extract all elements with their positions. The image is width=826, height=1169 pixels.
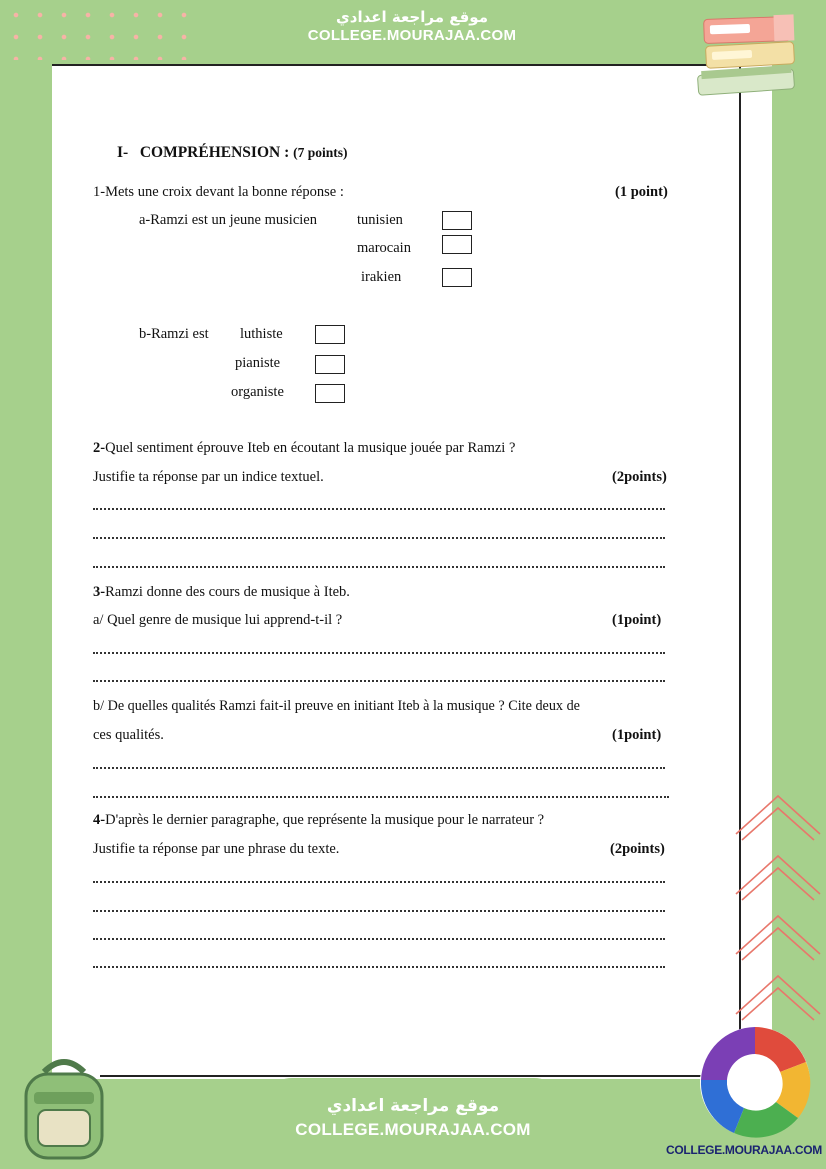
- q2-points: (2points): [612, 469, 667, 485]
- q2-prompt: [93, 440, 515, 457]
- q1-a-checkbox-irakien[interactable]: [442, 268, 472, 287]
- q1-a-checkbox-tunisien[interactable]: [442, 211, 472, 230]
- q2-sub: Justifie ta réponse par un indice textuel.: [93, 469, 324, 485]
- q2-number: 2-: [93, 440, 106, 456]
- q3-b-prompt-line1: b/ De quelles qualités Ramzi fait-il preuve en initiant Iteb à la musique ? Cite deux de: [93, 698, 580, 714]
- section-title: [117, 144, 348, 162]
- footer-banner: [260, 1078, 566, 1169]
- q1-b-checkbox-pianiste[interactable]: [315, 355, 345, 374]
- footer-site-name: موقع مراجعة اعدادي: [326, 1096, 500, 1116]
- header-site-url[interactable]: COLLEGE.MOURAJAA.COM: [307, 27, 517, 44]
- q1-points: (1 point): [615, 184, 668, 200]
- answer-line[interactable]: [93, 881, 665, 883]
- q3-prompt-text: Ramzi donne des cours de musique à Iteb.: [105, 584, 350, 600]
- q1-b-checkbox-organiste[interactable]: [315, 384, 345, 403]
- answer-line[interactable]: [93, 796, 669, 798]
- chevron-up-decoration-icon: [732, 790, 822, 1030]
- answer-line[interactable]: [93, 938, 665, 940]
- q4-number: 4-: [93, 812, 106, 828]
- footer-site-url[interactable]: COLLEGE.MOURAJAA.COM: [295, 1120, 531, 1139]
- q1-a-checkbox-marocain[interactable]: [442, 235, 472, 254]
- q1-prompt: 1-Mets une croix devant la bonne réponse :: [93, 184, 344, 200]
- q1-b-label: b-Ramzi est: [139, 326, 209, 342]
- books-stack-icon: [692, 10, 804, 98]
- answer-line[interactable]: [93, 680, 665, 682]
- answer-line[interactable]: [93, 537, 665, 539]
- q4-prompt-text: D'après le dernier paragraphe, que représente la musique pour le narrateur ?: [105, 812, 545, 828]
- answer-line[interactable]: [93, 966, 665, 968]
- answer-line[interactable]: [93, 508, 665, 510]
- frame-border-top: [52, 64, 740, 66]
- q1-b-option-luthiste: luthiste: [240, 326, 283, 342]
- q3-a-points: (1point): [612, 612, 662, 628]
- frame-border-bottom: [100, 1075, 740, 1077]
- header-banner: [262, 0, 562, 60]
- section-prefix: I-: [117, 144, 129, 161]
- q4-sub: Justifie ta réponse par une phrase du texte.: [93, 841, 340, 857]
- q1-b-option-pianiste: pianiste: [235, 355, 281, 371]
- q1-a-option-marocain: marocain: [357, 240, 411, 256]
- section-points: (7 points): [293, 145, 348, 160]
- logo-site-url[interactable]: COLLEGE.MOURAJAA.COM: [666, 1143, 823, 1157]
- section-title-text: COMPRÉHENSION :: [139, 144, 290, 161]
- answer-line[interactable]: [93, 566, 665, 568]
- q1-a-option-irakien: irakien: [361, 269, 402, 285]
- header-site-name: موقع مراجعة اعدادي: [336, 8, 488, 26]
- q4-points: (2points): [610, 841, 665, 857]
- q3-number: 3-: [93, 584, 106, 600]
- q1-b-checkbox-luthiste[interactable]: [315, 325, 345, 344]
- answer-line[interactable]: [93, 910, 665, 912]
- backpack-icon: [14, 1052, 114, 1162]
- q1-a-option-tunisien: tunisien: [357, 212, 403, 228]
- q2-prompt-text: Quel sentiment éprouve Iteb en écoutant la musique jouée par Ramzi ?: [105, 440, 516, 456]
- answer-line[interactable]: [93, 652, 665, 654]
- decorative-dots: [0, 0, 205, 60]
- subjects-wheel-logo-icon: [694, 1022, 816, 1140]
- q3-a-prompt: a/ Quel genre de musique lui apprend-t-il ?: [93, 612, 343, 628]
- q3-prompt: [93, 584, 350, 601]
- q1-b-option-organiste: organiste: [231, 384, 284, 400]
- q3-b-prompt-line2: ces qualités.: [93, 727, 164, 743]
- q4-prompt: [93, 812, 544, 829]
- q1-a-label: a-Ramzi est un jeune musicien: [139, 212, 317, 228]
- answer-line[interactable]: [93, 767, 665, 769]
- q3-b-points: (1point): [612, 727, 662, 743]
